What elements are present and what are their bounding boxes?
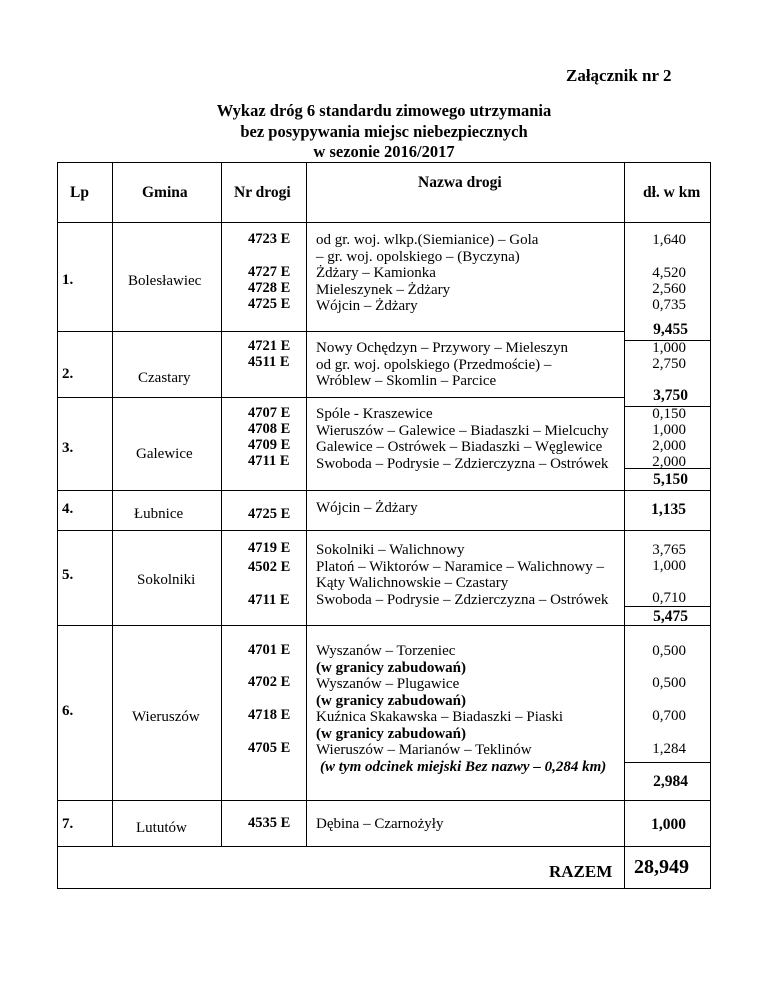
road-length: 2,560 [652,281,686,297]
row-total: 3,750 [653,387,688,404]
road-name: Wróblew – Skomlin – Parcice [316,373,497,389]
title-line-3: w sezonie 2016/2017 [313,142,455,161]
row-gmina: Łubnice [134,506,184,522]
road-number: 4701 E [248,642,291,658]
road-number: 4702 E [248,674,291,690]
header-lp: Lp [70,184,89,201]
road-length: 0,500 [652,675,686,691]
title-line-1: Wykaz dróg 6 standardu zimowego utrzymania [216,101,552,120]
road-name: Sokolniki – Walichnowy [316,542,465,558]
row-gmina: Sokolniki [137,572,196,588]
road-name: – gr. woj. opolskiego – (Byczyna) [316,248,520,265]
row-lp: 3. [62,440,74,456]
row-gmina: Lututów [136,820,187,836]
road-number: 4725 E [248,296,291,312]
road-names [316,542,608,608]
road-names [316,643,606,775]
road-number: 4728 E [248,280,291,296]
road-name: Mieleszynek – Żdżary [316,281,451,298]
road-number: 4711 E [248,592,290,608]
road-number: 4511 E [248,354,290,370]
road-number: 4718 E [248,707,291,723]
road-number: 4709 E [248,437,291,453]
road-length: 0,735 [652,297,686,313]
road-length: 0,710 [652,590,686,606]
road-number: 4707 E [248,405,291,421]
grand-total: 28,949 [634,856,689,878]
road-name: Spóle - Kraszewice [316,406,433,422]
row-gmina: Galewice [136,446,193,462]
road-number: 4705 E [248,740,291,756]
header-nazwa-drogi: Nazwa drogi [418,174,502,191]
road-name: Kąty Walichnowskie – Czastary [316,575,509,591]
road-name: Dębina – Czarnożyły [316,816,444,832]
road-length: 1,640 [652,232,686,248]
row-gmina: Czastary [138,370,191,386]
row-gmina: Bolesławiec [128,273,202,289]
road-number: 4727 E [248,264,291,280]
road-name: Galewice – Ostrówek – Biadaszki – Węglewice [316,439,603,455]
road-length: 0,700 [652,708,686,724]
row-lp: 7. [62,816,74,832]
road-note: (w granicy zabudowań) [316,725,467,742]
road-length: 1,000 [652,340,686,356]
road-number: 4725 E [248,506,291,522]
row-lp: 6. [62,703,74,719]
row-total: 9,455 [653,321,688,338]
road-length: 1,284 [652,741,686,757]
road-number: 4721 E [248,338,291,354]
road-number: 4711 E [248,453,290,469]
road-name: Wieruszów – Marianów – Teklinów [316,742,532,758]
road-note: (w granicy zabudowań) [316,659,467,676]
total-label: RAZEM [549,862,613,881]
row-total: 1,000 [651,816,686,833]
road-name: Wójcin – Żdżary [316,298,418,314]
road-name: Wyszanów – Plugawice [316,676,460,692]
road-number: 4502 E [248,559,291,575]
row-lp: 5. [62,567,74,583]
road-name: Kuźnica Skakawska – Biadaszki – Piaski [316,709,564,725]
road-number: 4723 E [248,231,291,247]
road-length: 2,000 [652,438,686,454]
row-total: 1,135 [651,501,686,518]
road-name: Wieruszów – Galewice – Biadaszki – Mielcuchy [316,422,609,439]
row-gmina: Wieruszów [132,709,200,725]
road-number: 4719 E [248,540,291,556]
row-total: 5,150 [653,471,688,488]
attachment-label: Załącznik nr 2 [566,66,672,85]
row-lp: 2. [62,366,74,382]
road-length: 1,000 [652,558,686,574]
road-length: 0,500 [652,643,686,659]
road-name: Żdżary – Kamionka [316,265,436,281]
row-total: 2,984 [653,773,688,790]
road-length: 0,150 [652,406,686,422]
header-km: dł. w km [643,184,701,201]
road-note: (w granicy zabudowań) [316,692,467,709]
road-name: Wyszanów – Torzeniec [316,643,456,659]
road-length: 2,000 [652,454,686,470]
road-note: (w tym odcinek miejski Bez nazwy – 0,284 km) [320,758,607,775]
road-name: Wójcin – Żdżary [316,500,418,516]
header-nr-drogi: Nr drogi [234,184,291,201]
road-length: 3,765 [652,542,686,558]
road-name: Platoń – Wiktorów – Naramice – Walichnowy – [316,558,604,575]
road-names [316,340,568,390]
road-length: 2,750 [652,356,686,372]
road-number: 4708 E [248,421,291,437]
road-name: od gr. woj. wlkp.(Siemianice) – Gola [316,232,539,248]
row-total: 5,475 [653,608,688,625]
road-length: 1,000 [652,422,686,438]
road-name: Swoboda – Podrysie – Zdzierczyzna – Ostrówek [316,455,609,472]
header-gmina: Gmina [142,184,188,201]
row-lp: 4. [62,501,74,517]
road-names [316,232,538,315]
road-name: Swoboda – Podrysie – Zdzierczyzna – Ostrówek [316,591,609,608]
road-name: od gr. woj. opolskiego (Przedmoście) – [316,356,552,373]
row-lp: 1. [62,272,74,288]
road-length: 4,520 [652,265,686,281]
title-line-2: bez posypywania miejsc niebezpiecznych [240,122,528,141]
road-number: 4535 E [248,815,291,831]
road-name: Nowy Ochędzyn – Przywory – Mieleszyn [316,340,569,356]
road-names [316,406,609,472]
